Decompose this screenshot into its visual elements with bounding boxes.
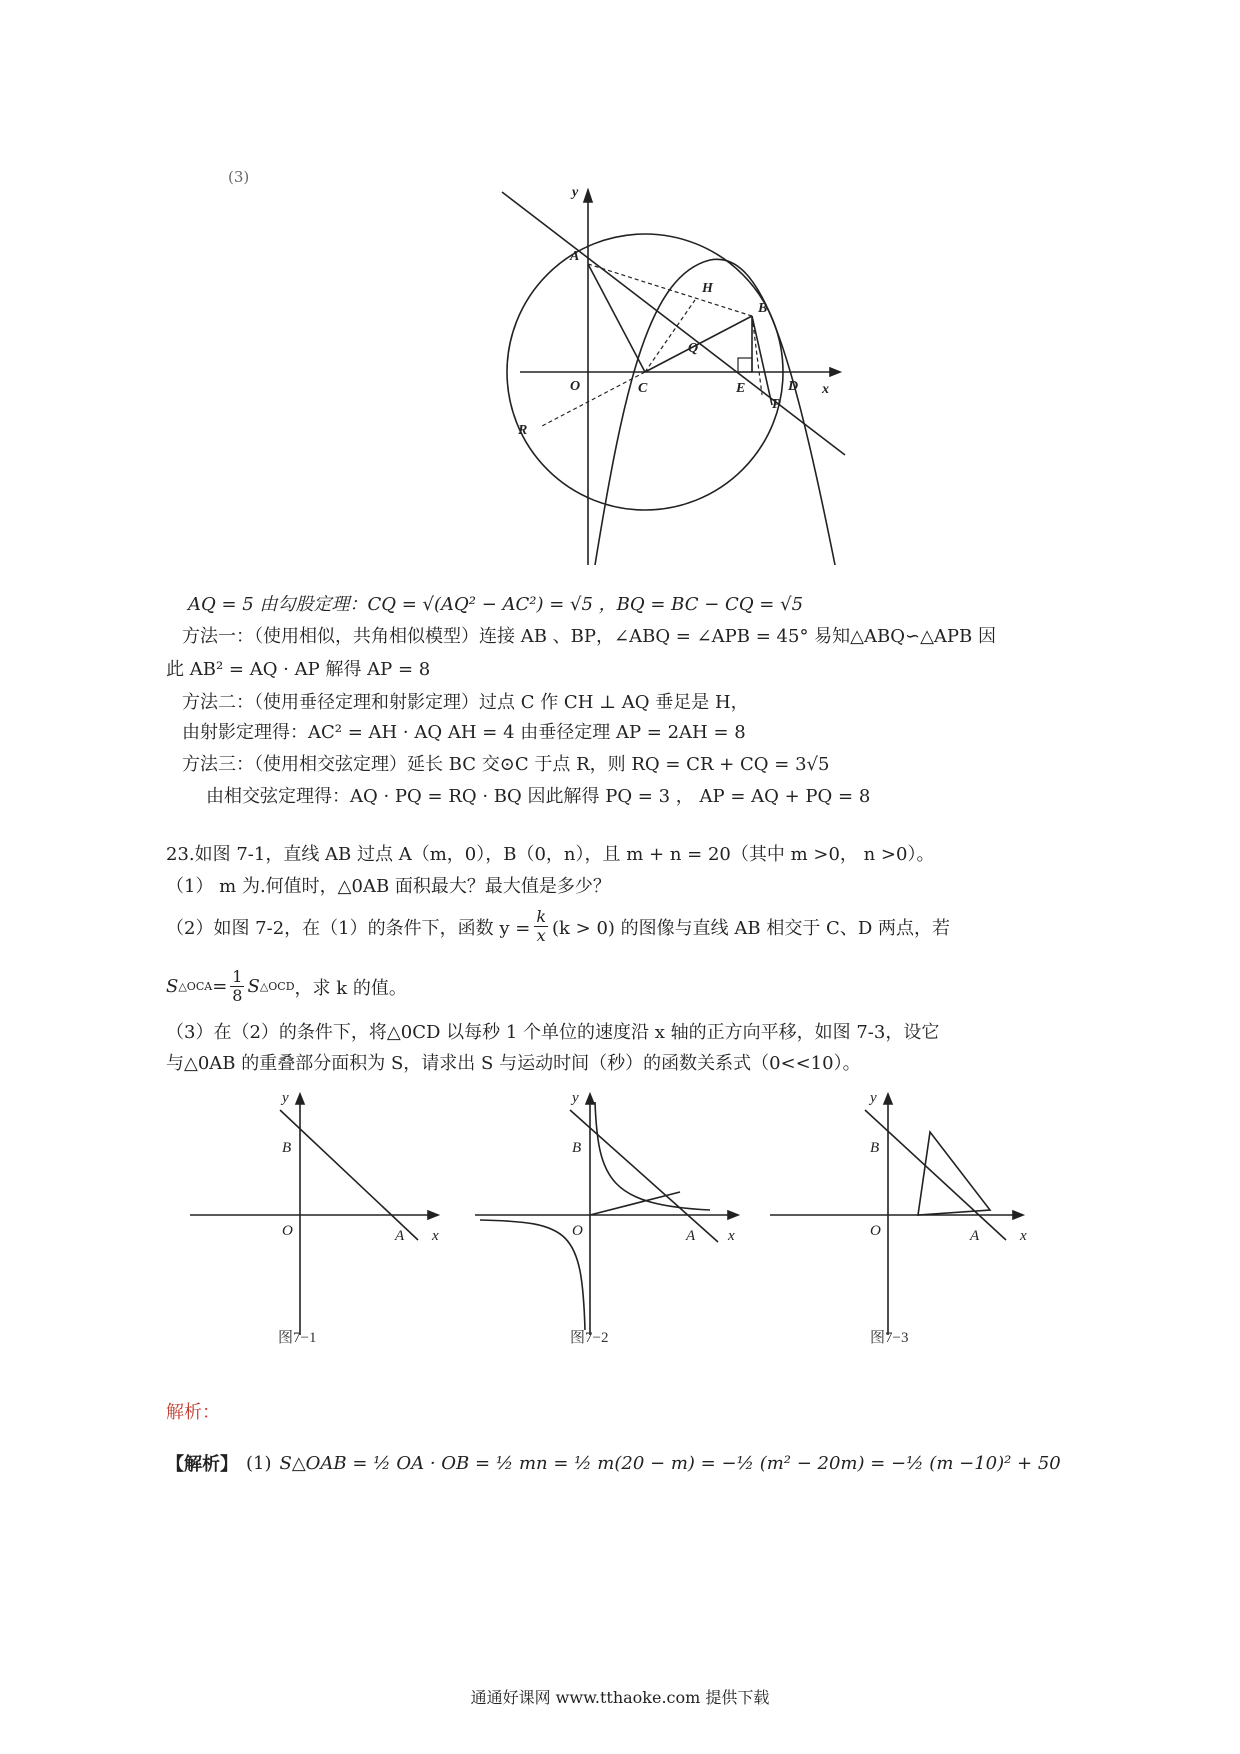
fig2-line-ab: [570, 1110, 718, 1242]
y-axis-arrow: [584, 190, 592, 202]
fraction-num: k: [536, 907, 547, 926]
analysis-tag: 【解析】: [166, 1454, 238, 1475]
fig1-label-y: y: [282, 1090, 289, 1106]
fig2-label-y: y: [572, 1090, 579, 1106]
problem-part-1: （1） m 为.何值时，△0AB 面积最大？最大值是多少？: [166, 876, 611, 897]
label-r: R: [518, 423, 528, 438]
label-y: y: [572, 185, 579, 200]
circle-parabola-figure: [490, 180, 860, 570]
solution-line-3: 此 AB² = AQ · AP 解得 AP = 8: [166, 659, 431, 680]
s-sub-ocd: △OCD: [259, 980, 295, 993]
area-condition-tail: ，求 k 的值。: [294, 977, 407, 999]
fig2-label-b: B: [572, 1140, 582, 1156]
fig3-moving-triangle: [918, 1132, 990, 1215]
s-symbol-2: S: [247, 976, 260, 997]
s-sub-oca: △OCA: [178, 980, 213, 993]
dashed-ch: [645, 300, 695, 372]
solution-line-6: 方法三：（使用相交弦定理）延长 BC 交⊙C 于点 R，则 RQ = CR + CQ = 3√5: [182, 754, 830, 775]
solution-line-1: AQ = 5 由勾股定理：CQ = √(AQ² − AC²) = √5 ，BQ = BC − CQ = √5: [188, 594, 804, 615]
right-angle-mark: [738, 358, 752, 372]
fig1-label-o: O: [282, 1223, 293, 1239]
area-condition: [166, 968, 407, 1005]
fraction-k-over-x: [534, 908, 548, 945]
fig3-label-o: O: [870, 1223, 881, 1239]
label-b: B: [758, 301, 768, 316]
fig3-label-x: x: [1020, 1228, 1027, 1244]
part-2-text-b: (k > 0) 的图像与直线 AB 相交于 C、D 两点，若: [552, 917, 950, 939]
s-symbol-1: S: [166, 976, 179, 997]
label-c: C: [638, 381, 648, 396]
fig1-caption: 图7−1: [278, 1330, 317, 1346]
fig1-label-x: x: [432, 1228, 439, 1244]
fig3-caption: 图7−3: [870, 1330, 909, 1346]
label-o: O: [570, 379, 581, 394]
label-p: P: [772, 397, 781, 412]
fig2-hyperbola-left: [480, 1220, 585, 1330]
fraction-den: x: [536, 926, 546, 945]
fig3-label-b: B: [870, 1140, 880, 1156]
fraction-one-eighth: [230, 968, 244, 1005]
fig1-label-a: A: [395, 1228, 405, 1244]
fig2-caption: 图7−2: [570, 1330, 609, 1346]
label-x: x: [822, 382, 829, 397]
fig2-label-o: O: [572, 1223, 583, 1239]
label-e: E: [736, 381, 746, 396]
fig3-line-ab: [865, 1110, 1006, 1240]
problem-part-3-line-1: （3）在（2）的条件下，将△0CD 以每秒 1 个单位的速度沿 x 轴的正方向平移，如图 7-3，设它: [166, 1022, 940, 1043]
analysis-line: [166, 1450, 1061, 1476]
analysis-part: (1): [246, 1452, 272, 1474]
fig2-label-a: A: [686, 1228, 696, 1244]
problem-part-2: [166, 908, 950, 945]
fig2-line-oc: [590, 1192, 680, 1215]
x-axis-arrow: [830, 368, 840, 376]
line-ap: [502, 192, 845, 455]
fraction-one: 1: [232, 967, 243, 986]
figure-label: (3): [228, 168, 250, 186]
solution-line-5: 由射影定理得：AC² = AH · AQ AH = 4 由垂径定理 AP = 2AH = 8: [182, 722, 746, 743]
fig1-label-b: B: [282, 1140, 292, 1156]
analysis-heading: 解析：: [166, 1402, 220, 1423]
problem-part-3-line-2: 与△0AB 的重叠部分面积为 S，请求出 S 与运动时间（秒）的函数关系式（0<<10）。: [166, 1053, 861, 1074]
label-h: H: [702, 281, 713, 296]
segment-cb: [645, 316, 752, 372]
solution-line-4: 方法二：（使用垂径定理和射影定理）过点 C 作 CH ⊥ AQ 垂足是 H，: [182, 692, 749, 713]
fig2-label-x: x: [728, 1228, 735, 1244]
fig3-label-a: A: [970, 1228, 980, 1244]
footer-text: 通通好课网 www.tthaoke.com 提供下载: [470, 1688, 770, 1707]
analysis-expression: S△OAB = ½ OA · OB = ½ mn = ½ m(20 − m) = −½ (m² − 20m) = −½ (m −10)² + 50: [279, 1452, 1061, 1474]
label-q: Q: [688, 341, 699, 356]
fig3-label-y: y: [870, 1090, 877, 1106]
problem-23-statement: 23.如图 7-1，直线 AB 过点 A（m，0），B（0，n），且 m + n = 20（其中 m >0， n >0）。: [166, 844, 935, 865]
dashed-cr: [542, 372, 645, 426]
equals: =: [212, 976, 228, 997]
fraction-eight: 8: [232, 986, 243, 1005]
label-a: A: [570, 249, 580, 264]
fig2-hyperbola-right: [595, 1102, 710, 1210]
part-2-text-a: （2）如图 7-2，在（1）的条件下，函数 y =: [166, 917, 531, 939]
dashed-ab: [588, 264, 752, 316]
parabola: [595, 259, 835, 565]
solution-line-7: 由相交弦定理得：AQ · PQ = RQ · BQ 因此解得 PQ = 3 ， AP = AQ + PQ = 8: [206, 786, 871, 807]
label-d: D: [788, 379, 799, 394]
figures-7: [170, 1080, 1060, 1350]
solution-line-2: 方法一：（使用相似，共角相似模型）连接 AB 、BP，∠ABQ = ∠APB = 45° 易知△ABQ∽△APB 因: [182, 626, 996, 647]
